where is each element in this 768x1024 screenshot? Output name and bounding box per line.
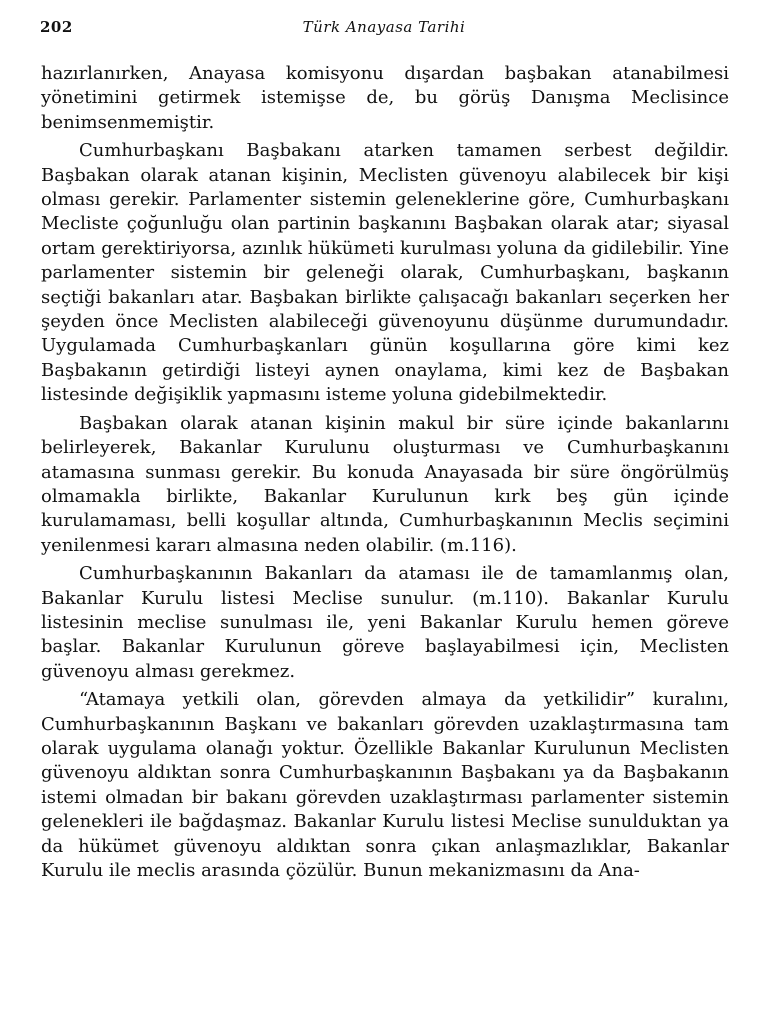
paragraph: Cumhurbaşkanı Başbakanı atarken tamamen serbest değildir. Başbakan olarak atanan kişinin, Meclisten güvenoyu alabilecek bir kişi olması gerekir. Parlamenter sistemin geleneklerine göre, Cumhurbaşkanı Mecliste çoğunluğu olan partinin başkanını Başbakan olarak atar; siyasal ortam gerektiriyorsa, azınlık hükümeti kurulması yoluna da gidilebilir. Yine parlamenter sistemin bir geleneği olarak, Cumhurbaşkanı, başkanın seçtiği bakanları atar. Başbakan birlikte çalışacağı bakanları seçerken her şeyden önce Meclisten alabileceği güvenoyunu düşünme durumundadır. Uygulamada Cumhurbaşkanları günün koşullarına göre kimi kez Başbakanın getirdiği listeyi aynen onaylama, kimi kez de Başbakan listesinde değişiklik yapmasını isteme yoluna gidebilmektedir. — [41, 140, 729, 406]
body-text — [41, 62, 729, 887]
running-head: Türk Anayasa Tarihi — [302, 18, 466, 36]
page-number: 202 — [40, 18, 73, 36]
paragraph: Cumhurbaşkanının Bakanları da ataması ile de tamamlanmış olan, Bakanlar Kurulu listesi Meclise sunulur. (m.110). Bakanlar Kurulu listesinin meclise sunulması ile, yeni Bakanlar Kurulu hemen göreve başlar. Bakanlar Kurulunun göreve başlayabilmesi için, Meclisten güvenoyu alması gerekmez. — [41, 563, 729, 682]
paragraph: hazırlanırken, Anayasa komisyonu dışardan başbakan atanabilmesi yönetimini getirmek istemişse de, bu görüş Danışma Meclisince benimsenmemiştir. — [41, 63, 729, 133]
paragraph: Başbakan olarak atanan kişinin makul bir süre içinde bakanlarını belirleyerek, Bakanlar Kurulunu oluşturması ve Cumhurbaşkanını atamasına sunması gerekir. Bu konuda Anayasada bir süre öngörülmüş olmamakla birlikte, Bakanlar Kurulunun kırk beş gün içinde kurulamaması, belli koşullar altında, Cumhurbaşkanının Meclis seçimini yenilenmesi kararı almasına neden olabilir. (m.116). — [41, 412, 729, 556]
page-header — [40, 18, 728, 42]
paragraph: “Atamaya yetkili olan, görevden almaya da yetkilidir” kuralını, Cumhurbaşkanının Başkanı ve bakanları görevden uzaklaştırmasına tam olarak uygulama olanağı yoktur. Özellikle Bakanlar Kurulunun Meclisten güvenoyu aldıktan sonra Cumhurbaşkanının Başbakanı ya da Başbakanın istemi olmadan bir bakanı görevden uzaklaştırması parlamenter sistemin gelenekleri ile bağdaşmaz. Bakanlar Kurulu listesi Meclise sunulduktan ya da hükümet güvenoyu aldıktan sonra çıkan anlaşmazlıklar, Bakanlar Kurulu ile meclis arasında çözülür. Bunun mekanizmasını da Ana- — [41, 689, 729, 881]
